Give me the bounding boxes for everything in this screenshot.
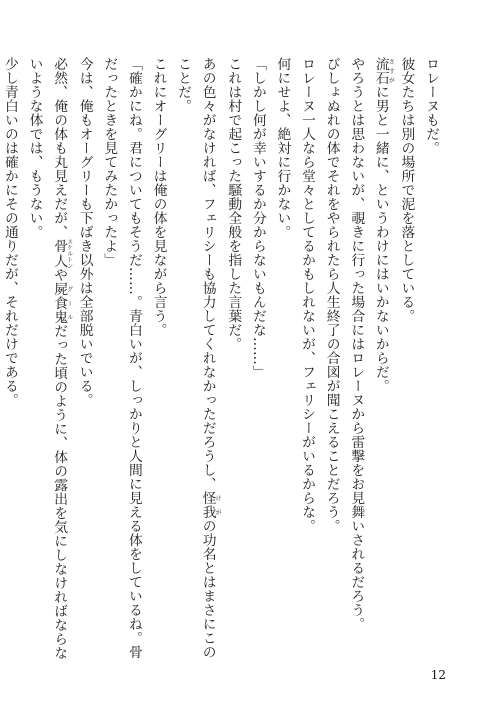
ruby-word: [51, 238, 73, 269]
ruby-base: 怪我: [199, 491, 216, 519]
text-line: [319, 57, 344, 657]
text-line: [195, 57, 221, 657]
ruby-reading: スケルトン: [65, 238, 73, 269]
text-line: [368, 57, 394, 657]
text-segment: や: [51, 268, 68, 282]
page-number: 12: [430, 668, 446, 682]
ruby-base: 骨人: [51, 238, 68, 269]
text-segment: これは村で起こった騒動全般を指した言葉だ。: [225, 57, 242, 351]
text-line: [97, 57, 122, 657]
text-segment: に男と一緒に、というわけにはいかないからだ。: [372, 85, 389, 393]
text-segment: あの色々がなければ、フェリシーも協力してくれなかっただろうし、: [199, 57, 216, 491]
text-segment: 何にせよ、絶対に行かない。: [274, 57, 291, 239]
text-line: [72, 57, 97, 657]
ruby-word: [199, 491, 222, 519]
text-segment: 必然、俺の体も丸見えだが、: [51, 57, 68, 239]
text-segment: びしょぬれの体でそれをやられたら人生終了の合図が聞こえることだろう。: [323, 57, 340, 533]
ruby-reading: グール: [65, 282, 73, 324]
ruby-word: [372, 57, 395, 85]
text-segment: ロレーヌもだ。: [423, 57, 439, 155]
text-segment: の功名とはまさにこの: [199, 519, 216, 659]
text-line: [22, 57, 47, 657]
text-line: [394, 57, 419, 657]
text-line: [170, 57, 195, 657]
text-segment: 少し青白いのは確かにその通りだが、それだけである。: [1, 57, 18, 407]
text-line: [146, 57, 171, 657]
text-line: [344, 57, 369, 657]
text-segment: 今は、俺もオーグリーも下ばき以外は全部脱いでいる。: [76, 57, 93, 407]
text-segment: いような体では、もうない。: [26, 57, 43, 239]
text-line: [418, 57, 443, 657]
vertical-text-body: [0, 57, 443, 660]
text-line: [245, 57, 270, 657]
text-segment: これにオーグリーは俺の体を見ながら言う。: [150, 57, 167, 337]
text-segment: 「確かにね。君についてもそうだ……。青白いが、しっかりと人間に見える体をしているね。骨: [125, 57, 142, 659]
text-segment: やろうとは思わないが、覗きに行った場合にはロレーヌから雷撃をお見舞いされるだろう。: [348, 57, 365, 631]
text-segment: ことだ。: [175, 57, 192, 113]
text-segment: 彼女たちは別の場所で泥を落としている。: [398, 57, 415, 323]
text-segment: ロレーヌ一人なら堂々としてるかもしれないが、フェリシーがいるからな。: [299, 57, 316, 533]
ruby-base: 流石: [372, 57, 389, 85]
text-segment: だったときを見てみたかったよ」: [101, 57, 118, 267]
text-line: [294, 57, 319, 657]
ruby-reading: さすが: [387, 57, 395, 85]
text-line: [270, 57, 295, 657]
text-segment: 「しかし何が幸いするか分からないもんだな……」: [249, 57, 266, 379]
text-line: [47, 57, 73, 660]
ruby-base: 屍食鬼: [51, 282, 68, 324]
text-line: [0, 57, 22, 657]
text-segment: だった頃のように、体の露出を気にしなければならな: [51, 324, 68, 660]
text-line: [121, 57, 146, 657]
text-line: [221, 57, 246, 657]
ruby-word: [51, 282, 73, 324]
ruby-reading: けが: [214, 491, 222, 519]
